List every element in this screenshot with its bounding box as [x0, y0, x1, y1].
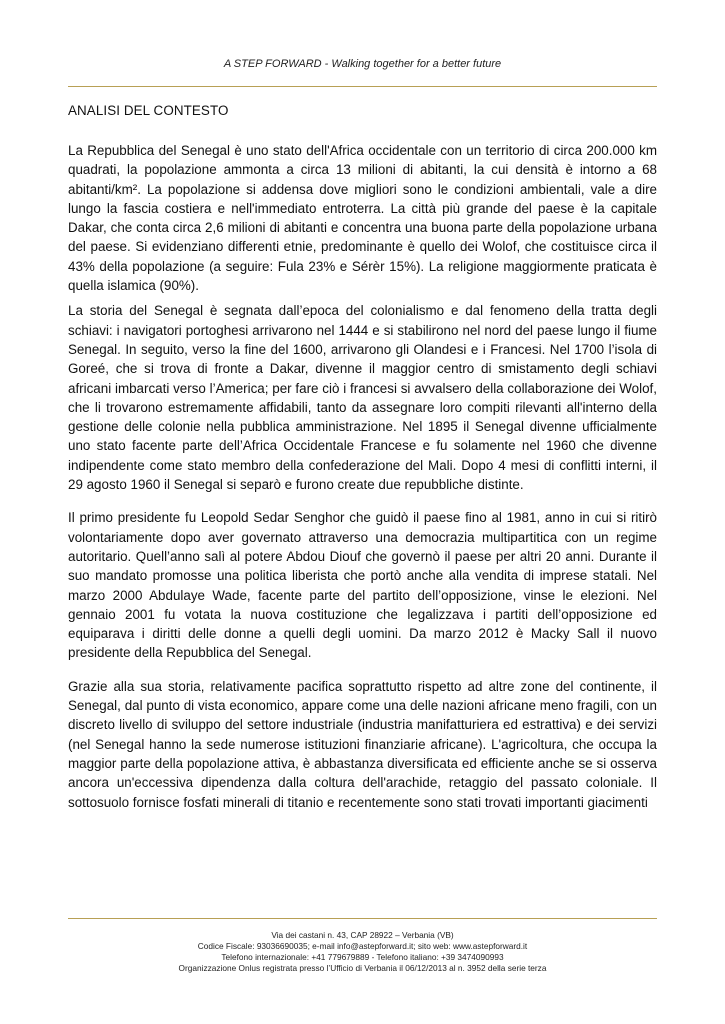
paragraph-geography: La Repubblica del Senegal è uno stato dell'Africa occidentale con un territorio di circa 200.000 km quadrati, la popolazione ammonta a circa 13 milioni di abitanti, la cui densità è intorno a 68 abitanti/km². La popolazione si addensa dove migliori sono le condizioni ambientali, vale a dire lungo la fascia costiera e nell'immediato entroterra. La città più grande del paese è la capitale Dakar, che conta circa 2,6 milioni di abitanti e concentra una buona parte della popolazione urbana del paese. Si evidenziano differenti etnie, predominante è quello dei Wolof, che costituisce circa il 43% della popolazione (a seguire: Fula 23% e Sérèr 15%). La religione maggiormente praticata è quella islamica (90%). [68, 143, 657, 294]
page-header: A STEP FORWARD - Walking together for a better future [223, 58, 502, 70]
paragraph-economy: Grazie alla sua storia, relativamente pacifica soprattutto rispetto ad altre zone del continente, il Senegal, dal punto di vista economico, appare come una delle nazioni africane meno fragili, con un discreto livello di sviluppo del settore industriale (industria manifatturiera ed estrattiva) e dei servizi (nel Senegal hanno la sede numerose istituzioni finanziarie africane). L'agricoltura, che occupa la maggior parte della popolazione attiva, è abbastanza diversificata ed efficiente anche se si osserva ancora un'eccessiva dipendenza dalla coltura dell'arachide, retaggio del passato coloniale. Il sottosuolo fornisce fosfati minerali di titanio e recentemente sono stati trovati importanti giacimenti [68, 678, 657, 810]
section-heading: ANALISI DEL CONTESTO [68, 103, 229, 118]
footer-phones: Telefono internazionale: +41 779679889 - Telefono italiano: +39 3474090993 [221, 952, 504, 962]
paragraph-politics: Il primo presidente fu Leopold Sedar Senghor che guidò il paese fino al 1981, anno in cui si ritirò volontariamente dopo aver governato attraverso una democrazia multipartitica con un regime autoritario. Quell’anno salì al potere Abdou Diouf che governò il paese per altri 20 anni. Durante il suo mandato promosse una politica liberista che portò anche alla vendita di imprese statali. Nel marzo 2000 Abdulaye Wade, facente parte del partito dell’opposizione, vinse le elezioni. Nel gennaio 2001 fu votata la nuova costituzione che legalizzava i partiti dell’opposizione ed equiparava i diritti delle donne a quelli degli uomini. Da marzo 2012 è Macky Sall il nuovo presidente della Repubblica del Senegal. [68, 510, 657, 661]
page-footer [0, 930, 725, 974]
header-divider [68, 86, 657, 87]
footer-divider [68, 918, 657, 919]
footer-registration: Organizzazione Onlus registrata presso l’Ufficio di Verbania il 06/12/2013 al n. 3952 della serie terza [178, 963, 547, 973]
footer-fiscal-contacts: Codice Fiscale: 93036690035; e-mail info@astepforward.it; sito web: www.astepforward.it [197, 941, 528, 951]
main-content [68, 103, 657, 818]
paragraph-history: La storia del Senegal è segnata dall’epoca del colonialismo e dal fenomeno della tratta degli schiavi: i navigatori portoghesi arrivarono nel 1444 e si stabilirono nel nord del paese lungo il fiume Senegal. In seguito, verso la fine del 1600, arrivarono gli Olandesi e i Francesi. Nel 1700 l’isola di Goreé, che si trova di fronte a Dakar, divenne il maggior centro di smistamento degli schiavi africani imbarcati verso l’America; per fare ciò i francesi si avvalsero della collaborazione dei Wolof, che li trovarono estremamente affidabili, tanto da assegnare loro compiti rilevanti all'interno della gestione delle colonie nella pubblica amministrazione. Nel 1895 il Senegal divenne ufficialmente uno stato facente parte dell’Africa Occidentale Francese e fu solamente nel 1960 che divenne indipendente come stato membro della confederazione del Mali. Dopo 4 mesi di conflitti interni, il 29 agosto 1960 il Senegal si separò e furono create due repubbliche distinte. [68, 303, 657, 493]
footer-address: Via dei castani n. 43, CAP 28922 – Verbania (VB) [271, 930, 454, 940]
